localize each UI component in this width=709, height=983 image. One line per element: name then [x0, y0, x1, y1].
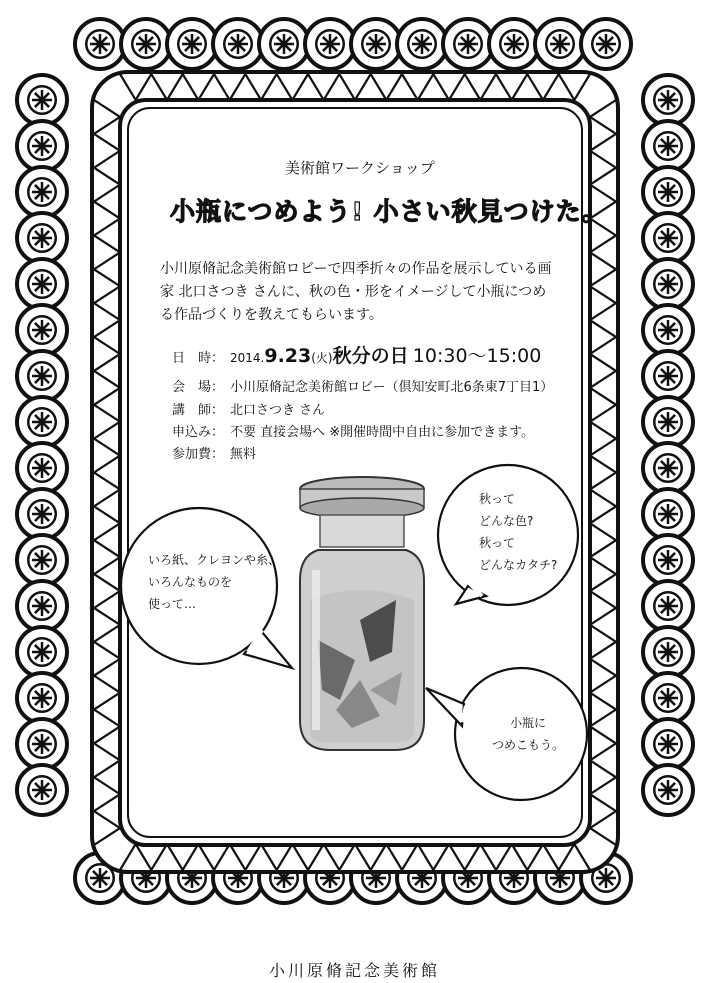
- application-value: 不要 直接会場へ ※開催時間中自由に参加できます。: [230, 425, 535, 440]
- asterisk-circle-icon: [643, 489, 693, 539]
- asterisk-circle-icon: [643, 765, 693, 815]
- asterisk-circle-icon: [17, 673, 67, 723]
- asterisk-circle-icon: [351, 19, 401, 69]
- asterisk-circle-icon: [121, 19, 171, 69]
- asterisk-circle-icon: [17, 627, 67, 677]
- asterisk-circle-icon: [17, 121, 67, 171]
- asterisk-circle-icon: [643, 535, 693, 585]
- asterisk-circle-icon: [643, 213, 693, 263]
- venue-value: 小川原脩記念美術館ロビー（倶知安町北6条東7丁目1）: [230, 380, 554, 395]
- asterisk-circle-icon: [17, 581, 67, 631]
- asterisk-circle-icon: [643, 673, 693, 723]
- bubble-left-line: 使って…: [148, 597, 197, 611]
- instructor-value: 北口さつき さん: [230, 403, 326, 418]
- bubble-top-right-text: [479, 488, 557, 576]
- asterisk-circle-icon: [17, 351, 67, 401]
- asterisk-circle-icon: [17, 535, 67, 585]
- asterisk-circle-icon: [397, 19, 447, 69]
- fee-label: 参加費：: [172, 447, 225, 462]
- venue-label: 会 場：: [172, 380, 225, 395]
- asterisk-circle-icon: [643, 121, 693, 171]
- asterisk-circle-icon: [75, 19, 125, 69]
- bubble-bottom-right-line: つめこもう。: [492, 738, 565, 752]
- venue-row: [172, 376, 553, 395]
- asterisk-circle-icon: [17, 213, 67, 263]
- asterisk-circle-icon: [167, 19, 217, 69]
- bubble-bottom-right-text: [492, 712, 564, 756]
- asterisk-circle-icon: [17, 305, 67, 355]
- asterisk-circle-icon: [17, 719, 67, 769]
- bubble-left-line: いろんなものを: [148, 575, 233, 589]
- asterisk-circle-icon: [643, 581, 693, 631]
- asterisk-circle-icon: [581, 19, 631, 69]
- asterisk-circle-icon: [643, 75, 693, 125]
- application-label: 申込み：: [172, 425, 225, 440]
- asterisk-circle-icon: [643, 627, 693, 677]
- asterisk-circle-icon: [305, 19, 355, 69]
- date-row: [172, 341, 541, 368]
- asterisk-circle-icon: [643, 397, 693, 447]
- application-row: [172, 421, 534, 440]
- asterisk-circle-icon: [643, 305, 693, 355]
- page-title: 小瓶につめよう! 小さい秋見つけた。: [170, 197, 608, 226]
- museum-name-footer: 小川原脩記念美術館: [268, 961, 440, 980]
- asterisk-circle-icon: [489, 19, 539, 69]
- bubble-top-right-line: どんなカタチ?: [479, 558, 558, 572]
- asterisk-circle-icon: [17, 259, 67, 309]
- asterisk-circle-icon: [17, 167, 67, 217]
- bubble-top-right-line: 秋って: [479, 492, 516, 506]
- asterisk-circle-icon: [17, 765, 67, 815]
- asterisk-circle-icon: [643, 167, 693, 217]
- bubble-bottom-right-line: 小瓶に: [510, 716, 547, 730]
- asterisk-circle-icon: [17, 489, 67, 539]
- date-time: 10:30〜15:00: [412, 345, 542, 367]
- asterisk-circle-icon: [443, 19, 493, 69]
- instructor-row: [172, 399, 325, 418]
- bubble-top-right-line: 秋って: [479, 536, 516, 550]
- date-day: 9.23: [264, 345, 312, 367]
- asterisk-circle-icon: [643, 351, 693, 401]
- bubble-left-text: [148, 549, 280, 615]
- asterisk-circle-icon: [643, 443, 693, 493]
- date-holiday: 秋分の日: [332, 345, 409, 367]
- date-year: 2014.: [230, 351, 265, 365]
- intro-text: 小川原脩記念美術館ロビーで四季折々の作品を展示している画家 北口さつき さんに、秋の色・形をイメージして小瓶につめる作品づくりを教えてもらいます。: [160, 261, 552, 323]
- workshop-subtitle: 美術館ワークショップ: [285, 159, 435, 177]
- bubble-left-line: いろ紙、クレヨンや糸、: [148, 553, 281, 567]
- asterisk-circle-icon: [213, 19, 263, 69]
- asterisk-circle-icon: [17, 443, 67, 493]
- fee-row: [172, 443, 256, 462]
- asterisk-circle-icon: [17, 397, 67, 447]
- date-weekday: (火): [311, 351, 333, 365]
- asterisk-circle-icon: [643, 719, 693, 769]
- date-label: 日 時：: [172, 351, 225, 366]
- bubble-top-right-line: どんな色?: [479, 514, 534, 528]
- asterisk-circle-icon: [259, 19, 309, 69]
- asterisk-circle-icon: [643, 259, 693, 309]
- asterisk-circle-icon: [17, 75, 67, 125]
- instructor-label: 講 師：: [172, 403, 225, 418]
- fee-value: 無料: [230, 447, 257, 462]
- asterisk-circle-icon: [535, 19, 585, 69]
